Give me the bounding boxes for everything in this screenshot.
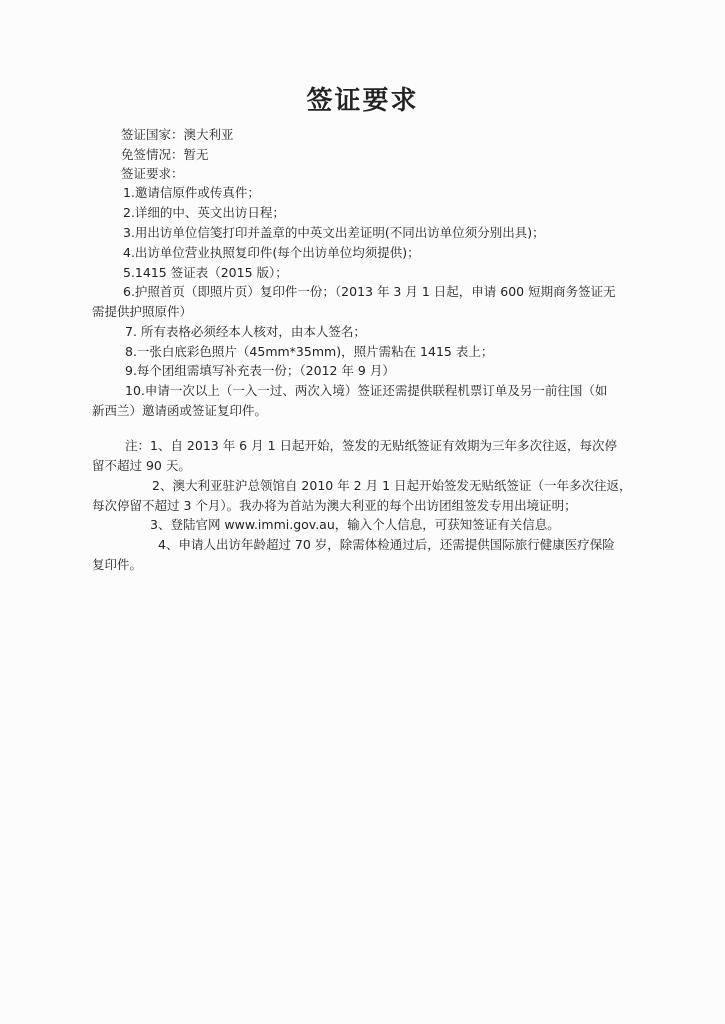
requirement-item-6: 6.护照首页（即照片页）复印件一份；（2013 年 3 月 1 日起，申请 600 短期商务签证无: [123, 284, 616, 299]
requirement-item-1: 1.邀请信原件或传真件；: [123, 185, 260, 200]
note-2: 2、澳大利亚驻沪总领馆自 2010 年 2 月 1 日起开始签发无贴纸签证（一年多次往返，: [152, 478, 632, 493]
requirement-item-10-continued: 新西兰）邀请函或签证复印件。: [92, 403, 268, 418]
requirement-item-9: 9.每个团组需填写补充表一份；（2012 年 9 月）: [125, 363, 395, 378]
requirements-heading: 签证要求：: [121, 166, 184, 181]
note-2-continued: 每次停留不超过 3 个月）。我办将为首站为澳大利亚的每个出访团组签发专用出境证明；: [92, 498, 577, 513]
requirement-item-8: 8.一张白底彩色照片（45mm*35mm)，照片需粘在 1415 表上；: [125, 344, 494, 359]
requirement-item-10: 10.申请一次以上（一入一过、两次入境）签证还需提供联程机票订单及另一前往国（如: [125, 383, 608, 398]
requirement-item-7: 7. 所有表格必须经本人核对，由本人签名；: [125, 324, 366, 339]
requirement-item-5: 5.1415 签证表（2015 版）；: [123, 265, 288, 280]
visa-free-line: 免签情况：暂无: [121, 147, 209, 162]
country-line: 签证国家：澳大利亚: [121, 127, 234, 142]
note-4: 4、申请人出访年龄超过 70 岁，除需体检通过后，还需提供国际旅行健康医疗保险: [158, 537, 615, 552]
note-1: 注：1、自 2013 年 6 月 1 日起开始，签发的无贴纸签证有效期为三年多次往返，每次停: [125, 438, 618, 453]
requirement-item-2: 2.详细的中、英文出访日程；: [123, 205, 285, 220]
requirement-item-4: 4.出访单位营业执照复印件(每个出访单位均须提供)；: [123, 245, 420, 260]
note-4-continued: 复印件。: [92, 557, 143, 572]
note-1-continued: 留不超过 90 天。: [92, 458, 191, 473]
document-title: 签证要求: [306, 86, 419, 116]
requirement-item-3: 3.用出访单位信笺打印并盖章的中英文出差证明(不同出访单位须分别出具)；: [123, 225, 545, 240]
note-3: 3、登陆官网 www.immi.gov.au，输入个人信息，可获知签证有关信息。: [150, 517, 560, 532]
requirement-item-6-continued: 需提供护照原件）: [92, 304, 193, 319]
